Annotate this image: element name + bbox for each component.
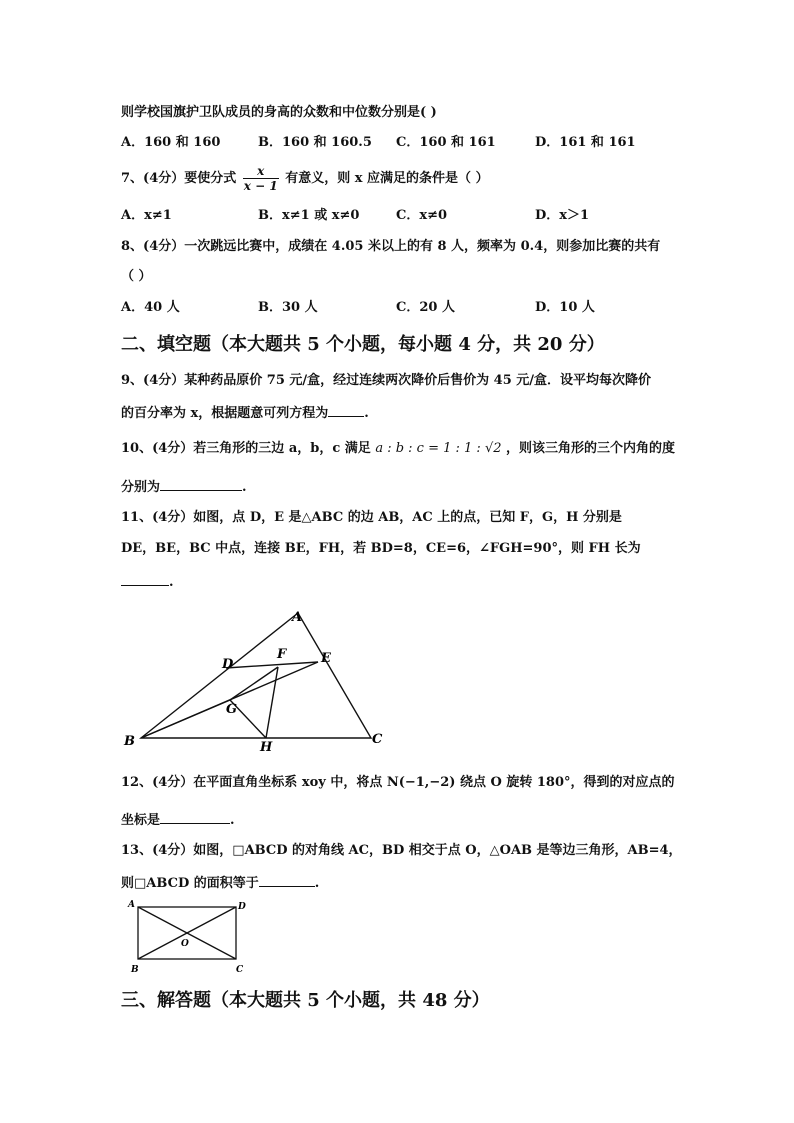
q13-line2-end: . — [314, 876, 320, 891]
q10-line1-b: ，则该三角形的三个内角的度 — [506, 441, 676, 456]
q13-line2-text: 则□ABCD 的面积等于 — [121, 876, 259, 891]
segment-fg — [230, 667, 278, 700]
q7-option-c: C．x≠0 — [396, 208, 448, 223]
q13-line1: 13、(4分）如图，□ABCD 的对角线 AC，BD 相交于点 O，△OAB 是等边三角形，AB=4， — [121, 843, 682, 858]
q10-answer-blank — [160, 477, 242, 491]
q6-option-b: B．160 和 160.5 — [258, 135, 372, 150]
q7-suffix: 有意义，则 x 应满足的条件是（ ） — [285, 171, 489, 186]
q12-answer-blank — [160, 810, 230, 824]
q11-answer-blank — [121, 572, 169, 586]
q12-line2 — [121, 810, 235, 830]
section-2-heading: 二、填空题（本大题共 5 个小题，每小题 4 分，共 20 分） — [121, 334, 605, 355]
label-d: D — [238, 902, 246, 912]
section-3-heading: 三、解答题（本大题共 5 个小题，共 48 分） — [121, 990, 490, 1011]
q7-prefix: 7、(4分）要使分式 — [121, 171, 237, 186]
q8-option-c: C．20 人 — [396, 300, 455, 315]
q9-line2 — [121, 403, 369, 423]
q10-ratio: a : b : c = 1 : 1 : √2 — [375, 441, 502, 456]
label-b: B — [131, 965, 139, 975]
q12-line2-end: . — [230, 813, 235, 828]
figure-q11-triangle — [118, 605, 388, 755]
q11-line1: 11、(4分）如图，点 D，E 是△ABC 的边 AB，AC 上的点，已知 F，G，H 分别是 — [121, 510, 622, 525]
label-b: B — [124, 734, 135, 749]
q9-answer-blank — [328, 403, 364, 417]
q7-option-b: B．x≠1 或 x≠0 — [258, 208, 360, 223]
q6-option-c: C．160 和 161 — [396, 135, 496, 150]
q9-line1: 9、(4分）某种药品原价 75 元/盒，经过连续两次降价后售价为 45 元/盒．设平均每次降价 — [121, 373, 652, 388]
label-g: G — [226, 702, 238, 717]
q12-line1: 12、(4分）在平面直角坐标系 xoy 中，将点 N(−1,−2) 绕点 O 旋转 180°，得到的对应点的 — [121, 775, 675, 790]
figure-q13-rectangle — [126, 896, 252, 976]
q13-answer-blank — [259, 873, 315, 887]
q13-line2 — [121, 873, 319, 893]
label-f: F — [277, 647, 287, 662]
q11-line3 — [121, 572, 174, 592]
q7-fraction — [243, 164, 279, 193]
label-o: O — [181, 939, 189, 949]
q8-option-a: A．40 人 — [121, 300, 180, 315]
q11-line2: DE，BE，BC 中点，连接 BE，FH，若 BD=8，CE=6，∠FGH=90°，则 FH 长为 — [121, 541, 641, 556]
q11-line3-end: . — [169, 575, 174, 590]
q10-line1-a: 10、(4分）若三角形的三边 a，b，c 满足 — [121, 441, 371, 456]
q7-fraction-numerator: x — [257, 164, 265, 178]
q6-stem: 则学校国旗护卫队成员的身高的众数和中位数分别是( ) — [121, 105, 437, 120]
q7-option-a: A．x≠1 — [121, 208, 172, 223]
q9-line2-text: 的百分率为 x，根据题意可列方程为 — [121, 406, 329, 421]
q8-option-b: B．30 人 — [258, 300, 318, 315]
q8-option-d: D．10 人 — [535, 300, 595, 315]
q10-line2-end: . — [242, 480, 247, 495]
label-e: E — [321, 651, 331, 666]
q10-line2 — [121, 477, 247, 497]
q8-line2: （ ） — [121, 269, 152, 284]
q7-fraction-denominator: x − 1 — [243, 179, 278, 193]
label-d: D — [222, 657, 234, 672]
segment-fh — [266, 667, 278, 738]
segment-bg — [141, 700, 230, 738]
q7-option-d: D．x＞1 — [535, 208, 590, 223]
segment-de — [226, 662, 318, 668]
q10-line1 — [121, 440, 675, 458]
q6-option-a: A．160 和 160 — [121, 135, 221, 150]
q7-stem — [121, 163, 489, 195]
triangle-abc — [141, 613, 371, 738]
label-a: A — [128, 900, 135, 910]
q12-line2-text: 坐标是 — [121, 813, 161, 828]
label-c: C — [236, 965, 244, 975]
label-c: C — [372, 732, 383, 747]
label-h: H — [260, 740, 273, 755]
label-a: A — [292, 610, 303, 625]
q6-option-d: D．161 和 161 — [535, 135, 636, 150]
q10-line2-text: 分别为 — [121, 480, 161, 495]
q9-line2-end: . — [364, 406, 369, 421]
q8-line1: 8、(4分）一次跳远比赛中，成绩在 4.05 米以上的有 8 人，频率为 0.4，则参加比赛的共有 — [121, 239, 661, 254]
